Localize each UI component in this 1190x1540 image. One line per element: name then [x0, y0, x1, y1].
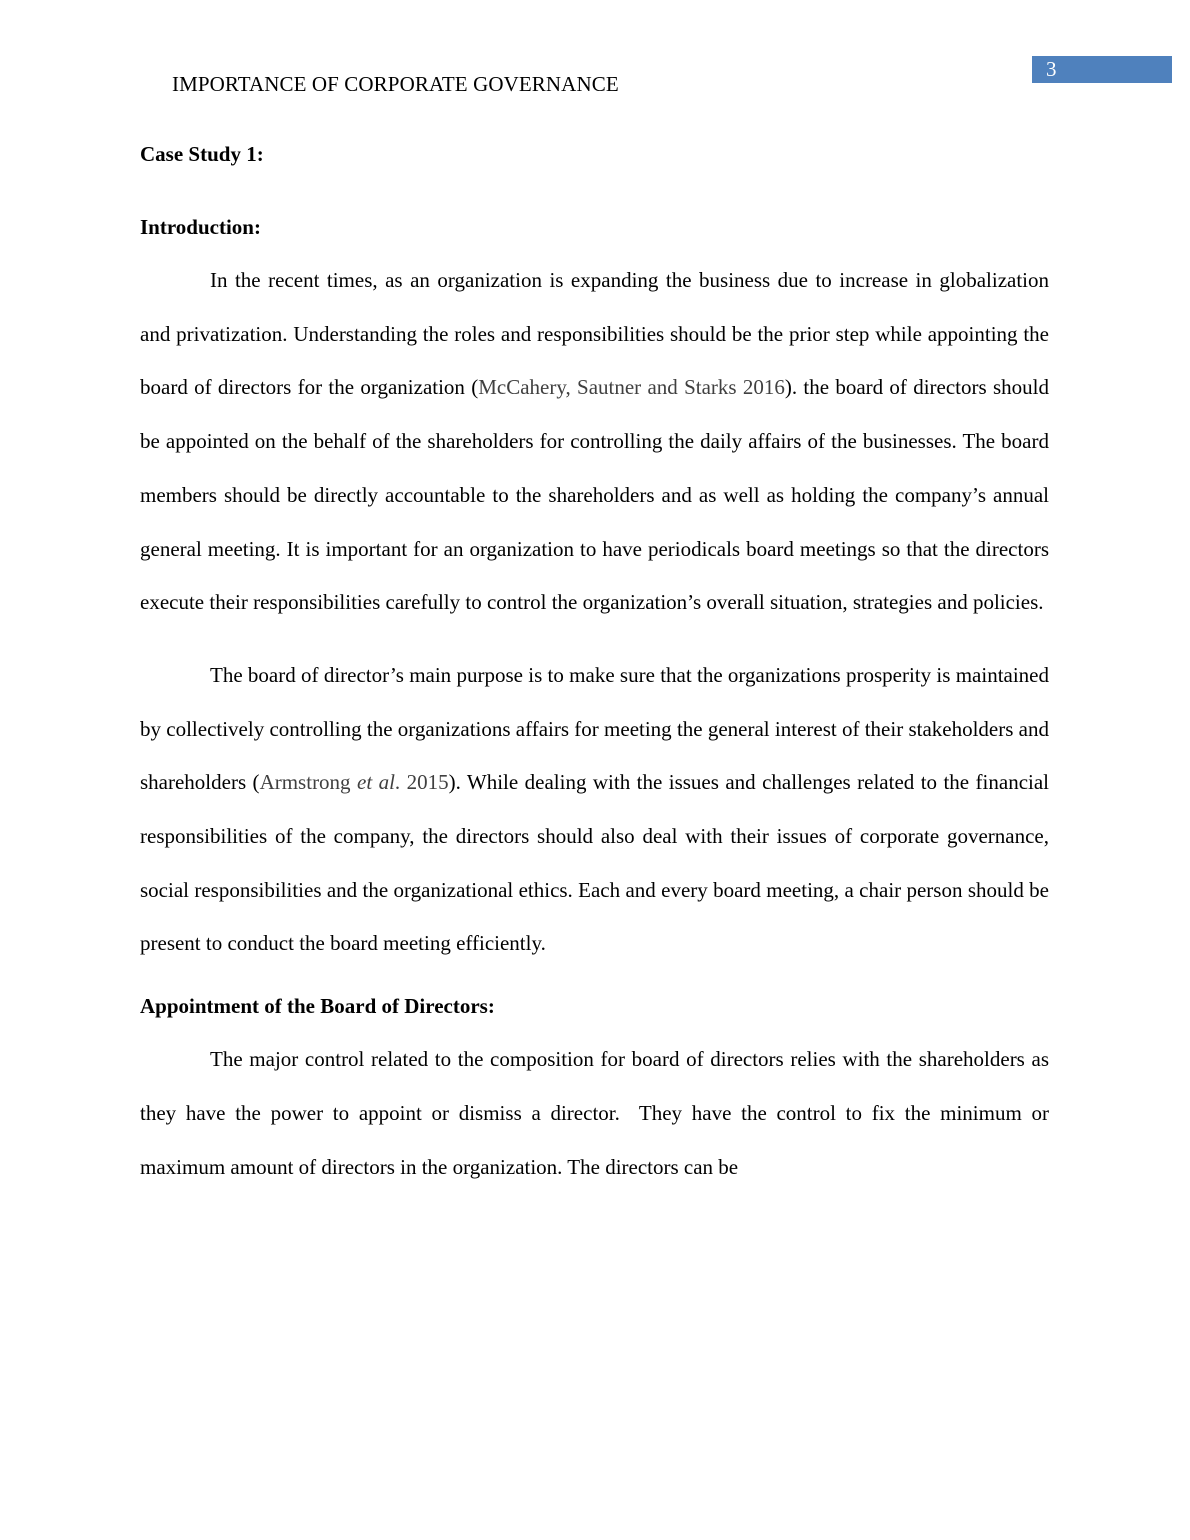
case-study-heading: Case Study 1: — [140, 142, 264, 166]
running-head: IMPORTANCE OF CORPORATE GOVERNANCE — [172, 72, 619, 96]
page-number-badge: 3 — [1032, 56, 1172, 83]
appointment-paragraph-1: The major control related to the composition for board of directors relies with the shareholders as they have the power to appoint or dismiss a director. They have the control to fix the minimum or maximum amount of directors in the organization. The directors can be — [140, 1047, 1049, 1179]
citation-armstrong — [260, 770, 449, 794]
paragraph-text: The board of director’s main purpose is to make sure that the organizations prosperity is maintained by collectively controlling the organizations affairs for meeting the general interest of their stakeholders and shareholders ( — [140, 662, 1049, 795]
citation-et-al: et al — [357, 770, 395, 795]
citation-year: . 2015 — [394, 770, 449, 795]
introduction-paragraph-2 — [140, 649, 1049, 971]
appointment-heading: Appointment of the Board of Directors: — [140, 994, 495, 1019]
paragraph-text: ). While dealing with the issues and challenges related to the financial responsibilities of the company, the directors should also deal with their issues of corporate governance, social responsibilities and the organizational ethics. Each and every board meeting, a chair person should be present to conduct the board meeting efficiently. — [140, 770, 1050, 956]
document-body — [140, 138, 1049, 1194]
introduction-heading: Introduction: — [140, 215, 261, 239]
citation-author: Armstrong — [259, 770, 357, 795]
introduction-paragraph-1 — [140, 254, 1049, 630]
paragraph-text: In the recent times, as an organization is expanding the business due to increase in globalization and privatization. Understanding the roles and responsibilities should be the prior step while appointing the board of directors for the organization ( — [140, 268, 1049, 400]
citation-mccahery: McCahery, Sautner and Starks 2016 — [478, 375, 785, 400]
paragraph-text: ). the board of directors should be appointed on the behalf of the shareholders for controlling the daily affairs of the businesses. The board members should be directly accountable to the shareholders and as well as holding the company’s annual general meeting. It is important for an organization to have periodicals board meetings so that the directors execute their responsibilities carefully to control the organization’s overall situation, strategies and policies. — [140, 375, 1049, 615]
